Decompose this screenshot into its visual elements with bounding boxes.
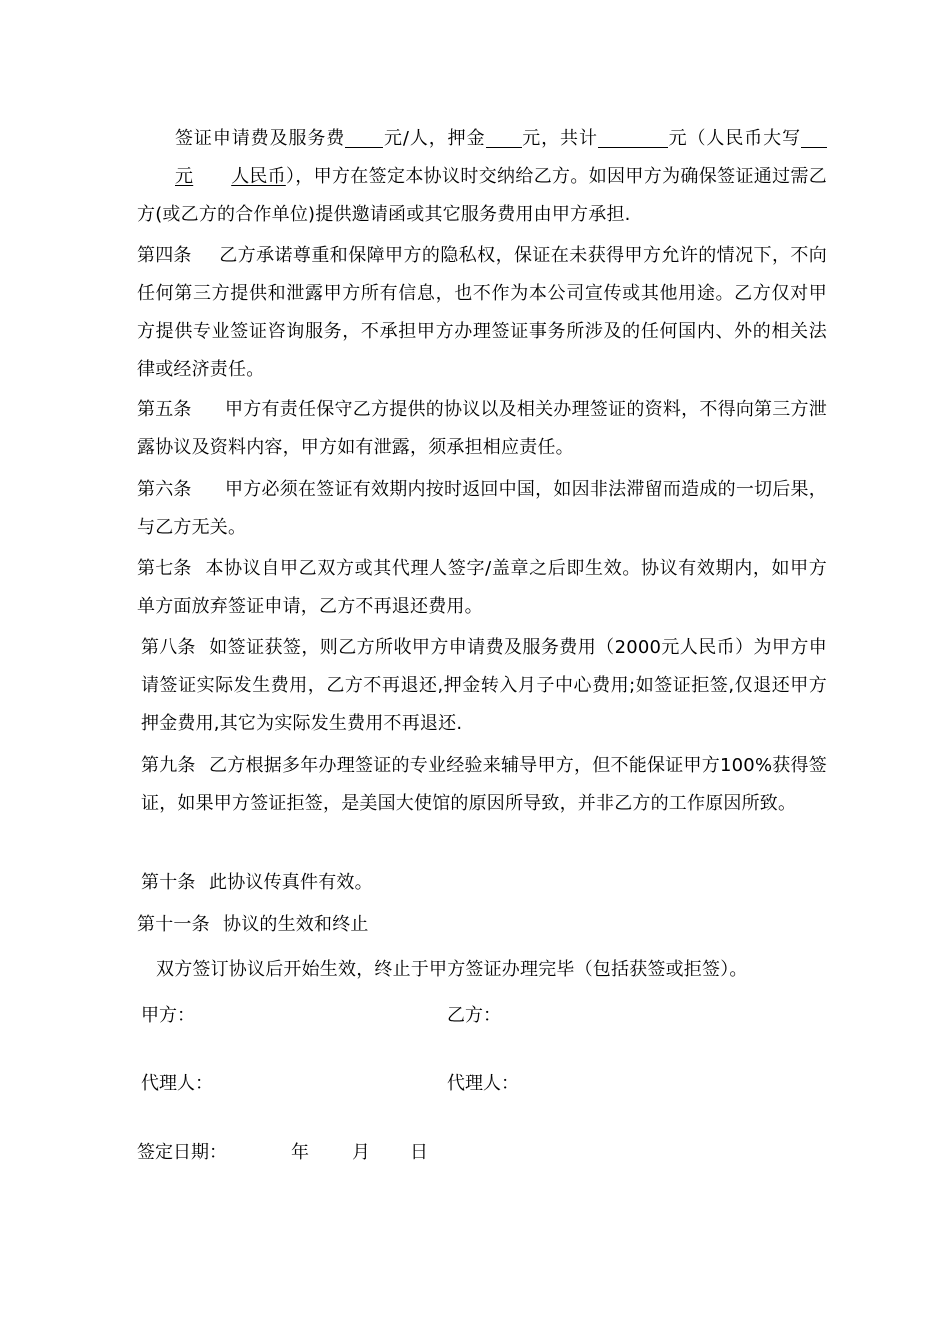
article-8-text: 如签证获签，则乙方所收甲方申请费及服务费用（2000元人民币）为甲方申请签证实际发生费用，乙方不再退还,押金转入月子中心费用;如签证拒签,仅退还甲方押金费用,其它为实际发生费用不再退还.: [141, 637, 827, 734]
total-blank: [598, 127, 668, 148]
article-6-text: 甲方必须在签证有效期内按时返回中国，如因非法滞留而造成的一切后果，与乙方无关。: [137, 479, 827, 538]
article-4: [137, 237, 827, 389]
article-7-number: 第七条: [137, 558, 192, 579]
fee-text-3: 元，共计: [521, 128, 598, 149]
article-5: [137, 391, 827, 467]
article-11-text: 协议的生效和终止: [223, 914, 369, 935]
article-7-text: 本协议自甲乙双方或其代理人签字/盖章之后即生效。协议有效期内，如甲方单方面放弃签证申请，乙方不再退还费用。: [137, 558, 827, 617]
article-5-number: 第五条: [137, 399, 192, 420]
agent-a-label: 代理人：: [141, 1073, 213, 1094]
party-a-label: 甲方：: [141, 1005, 195, 1026]
effective-clause: 双方签订协议后开始生效，终止于甲方签证办理完毕（包括获签或拒签）。: [156, 959, 748, 980]
agent-b-label: 代理人：: [447, 1073, 519, 1094]
deposit-blank: [486, 127, 522, 148]
article-7: [137, 550, 827, 626]
party-b-label: 乙方：: [447, 1005, 501, 1026]
article-10-number: 第十条: [141, 872, 196, 893]
article-11: [137, 906, 827, 944]
fee-text-1: 签证申请费及服务费: [175, 128, 346, 149]
date-day-label: 日: [410, 1142, 428, 1163]
sign-date-label: 签定日期：: [137, 1142, 227, 1163]
date-year-label: 年: [291, 1142, 309, 1163]
fee-blank-1: [345, 127, 383, 148]
fee-text-5: ），甲方在签定本协议时交纳给乙方。如因甲方为确保签证通过需乙方(或乙方的合作单位)提供邀请函或其它服务费用由甲方承担.: [137, 166, 827, 225]
article-9-text: 乙方根据多年办理签证的专业经验来辅导甲方，但不能保证甲方100%获得签证，如果甲方签证拒签，是美国大使馆的原因所导致，并非乙方的工作原因所致。: [141, 755, 827, 814]
rmb-blank: [801, 127, 827, 148]
article-6-number: 第六条: [137, 479, 192, 500]
fee-text-2: 元/人，押金: [383, 128, 486, 149]
article-11-number: 第十一条: [137, 914, 210, 935]
article-6: [137, 471, 827, 547]
article-8: [141, 629, 827, 743]
article-5-text: 甲方有责任保守乙方提供的协议以及相关办理签证的资料，不得向第三方泄露协议及资料内容，甲方如有泄露，须承担相应责任。: [137, 399, 827, 458]
fee-underlined-rmb: 人民币: [231, 166, 286, 187]
article-10-text: 此协议传真件有效。: [209, 872, 373, 893]
article-9-number: 第九条: [141, 755, 196, 776]
fee-paragraph: [137, 120, 827, 234]
article-4-number: 第四条: [137, 245, 192, 266]
article-8-number: 第八条: [141, 637, 196, 658]
date-month-label: 月: [352, 1142, 370, 1163]
article-9: [141, 747, 827, 823]
fee-underlined-yuan: 元: [175, 166, 194, 187]
fee-text-4: 元（人民币大写: [667, 128, 801, 149]
article-4-text: 乙方承诺尊重和保障甲方的隐私权，保证在未获得甲方允许的情况下，不向任何第三方提供和泄露甲方所有信息，也不作为本公司宣传或其他用途。乙方仅对甲方提供专业签证咨询服务，不承担甲方办理签证事务所涉及的任何国内、外的相关法律或经济责任。: [137, 245, 827, 380]
article-10: [141, 864, 827, 902]
